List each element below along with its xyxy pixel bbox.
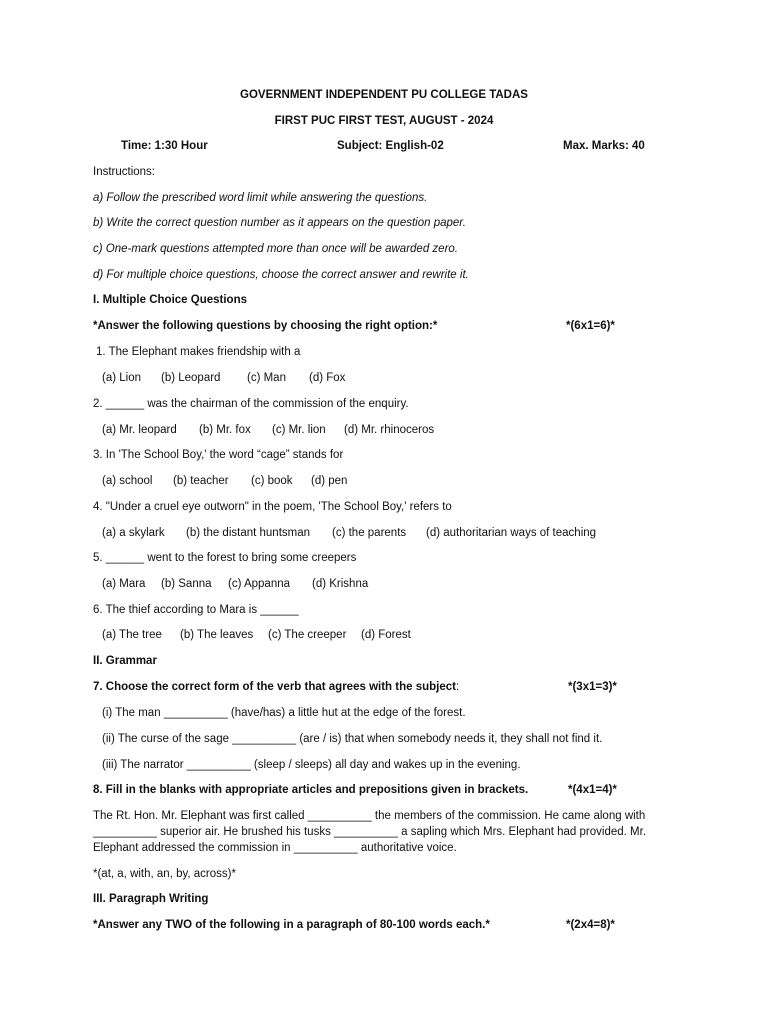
option: (a) Lion	[102, 372, 141, 384]
option: (c) Mr. lion	[272, 424, 326, 436]
question-7-item: (iii) The narrator __________ (sleep / sleeps) all day and wakes up in the evening.	[102, 759, 521, 771]
question-6-options	[102, 629, 411, 641]
question-8-line: The Rt. Hon. Mr. Elephant was first called __________ the members of the commission. He came along with	[93, 810, 646, 822]
option: (c) The creeper	[268, 629, 347, 641]
test-title: FIRST PUC FIRST TEST, AUGUST - 2024	[274, 115, 494, 127]
section-1-marks: *(6x1=6)*	[566, 320, 615, 332]
question-7-marks: *(3x1=3)*	[568, 681, 617, 693]
question-5-options	[102, 578, 368, 590]
option: (b) the distant huntsman	[186, 527, 311, 539]
question-8-choices: *(at, a, with, an, by, across)*	[93, 868, 236, 880]
time-label: Time: 1:30 Hour	[121, 140, 208, 152]
instruction-item: d) For multiple choice questions, choose the correct answer and rewrite it.	[93, 269, 469, 281]
section-3-direction: *Answer any TWO of the following in a paragraph of 80-100 words each.*	[93, 919, 490, 931]
option: (b) Mr. fox	[199, 424, 251, 436]
question-8: 8. Fill in the blanks with appropriate articles and prepositions given in brackets.	[93, 784, 529, 796]
question-7-colon: :	[455, 681, 460, 693]
option: (d) Forest	[361, 629, 411, 641]
question-8-marks: *(4x1=4)*	[568, 784, 617, 796]
option: (b) teacher	[173, 475, 229, 487]
question-8-line: __________ superior air. He brushed his tusks __________ a sapling which Mrs. Elephant had provided. Mr.	[93, 826, 646, 838]
option: (d) pen	[311, 475, 348, 487]
question-7-item: (i) The man __________ (have/has) a little hut at the edge of the forest.	[102, 707, 466, 719]
option: (c) Man	[247, 372, 286, 384]
instructions-heading: Instructions:	[93, 166, 155, 178]
instruction-item: a) Follow the prescribed word limit while answering the questions.	[93, 192, 428, 204]
section-2-title: II. Grammar	[93, 655, 157, 667]
option: (d) authoritarian ways of teaching	[426, 527, 597, 539]
option: (b) Leopard	[161, 372, 221, 384]
option: (a) Mara	[102, 578, 146, 590]
option: (d) Krishna	[312, 578, 369, 590]
question-4-options	[102, 527, 596, 539]
option: (a) Mr. leopard	[102, 424, 177, 436]
section-3-title: III. Paragraph Writing	[93, 893, 209, 905]
option: (c) Appanna	[228, 578, 291, 590]
section-3-marks: *(2x4=8)*	[566, 919, 615, 931]
question-3-options	[102, 475, 347, 487]
instruction-item: c) One-mark questions attempted more than once will be awarded zero.	[93, 243, 458, 255]
subject-label: Subject: English-02	[337, 140, 444, 152]
question-1-options	[102, 372, 345, 384]
option: (a) The tree	[102, 629, 162, 641]
option: (a) school	[102, 475, 153, 487]
section-1-title: I. Multiple Choice Questions	[93, 294, 247, 306]
question-2: 2. ______ was the chairman of the commission of the enquiry.	[93, 398, 409, 410]
option: (c) the parents	[332, 527, 407, 539]
question-2-options	[102, 424, 434, 436]
question-1: 1. The Elephant makes friendship with a	[96, 346, 301, 358]
question-7-item: (ii) The curse of the sage __________ (are / is) that when somebody needs it, they shall not find it.	[102, 733, 603, 745]
option: (a) a skylark	[102, 527, 165, 539]
section-1-direction: *Answer the following questions by choosing the right option:*	[93, 320, 438, 332]
max-marks-label: Max. Marks: 40	[563, 140, 645, 152]
question-3: 3. In 'The School Boy,' the word “cage” stands for	[93, 449, 344, 461]
option: (c) book	[251, 475, 293, 487]
option: (d) Fox	[309, 372, 346, 384]
question-5: 5. ______ went to the forest to bring some creepers	[93, 552, 357, 564]
option: (b) The leaves	[180, 629, 254, 641]
option: (b) Sanna	[161, 578, 212, 590]
college-name: GOVERNMENT INDEPENDENT PU COLLEGE TADAS	[240, 89, 528, 101]
option: (d) Mr. rhinoceros	[344, 424, 435, 436]
question-7-text: 7. Choose the correct form of the verb that agrees with the subject	[93, 681, 456, 693]
question-7	[93, 681, 459, 693]
question-8-line: Elephant addressed the commission in __________ authoritative voice.	[93, 842, 457, 854]
question-6: 6. The thief according to Mara is ______	[93, 604, 299, 616]
instruction-item: b) Write the correct question number as it appears on the question paper.	[93, 217, 466, 229]
question-4: 4. "Under a cruel eye outworn" in the poem, 'The School Boy,' refers to	[93, 501, 452, 513]
